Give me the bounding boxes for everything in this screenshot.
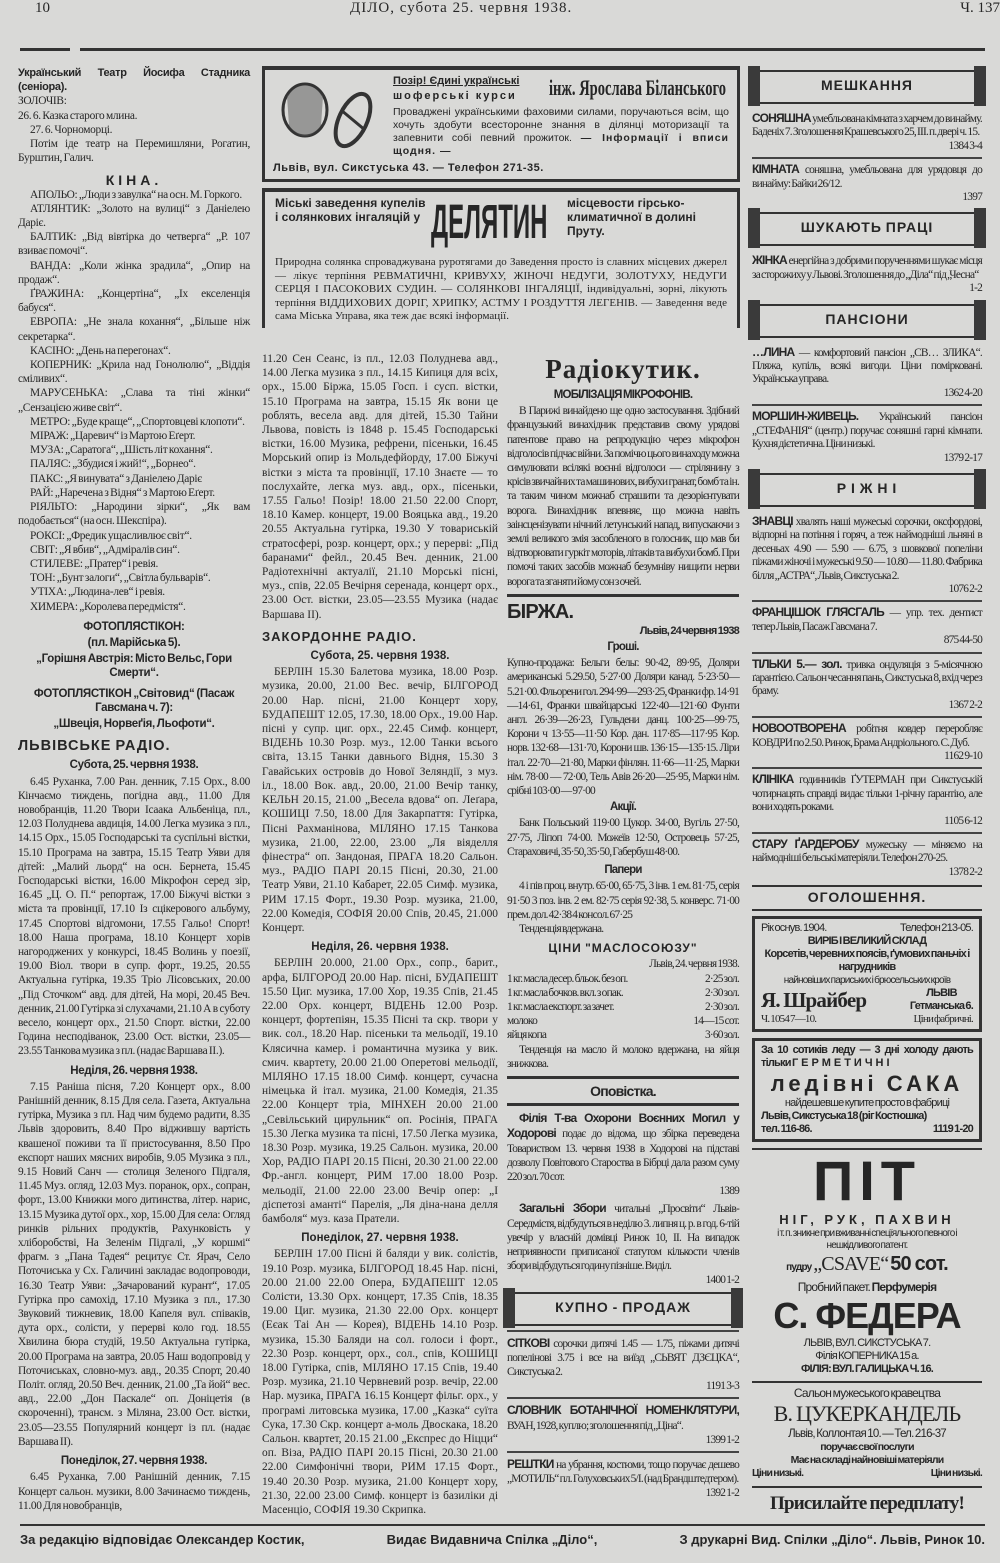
ad-number: 1362 4-20: [943, 386, 982, 399]
cinema-listing: АТЛЯНТИК: „Золото на вулиці“ з Даніелею Даріє.: [18, 202, 250, 230]
section-items: [752, 250, 982, 299]
classified-text: [507, 1111, 739, 1184]
classified-item: [752, 767, 982, 832]
classified-item: [752, 652, 982, 717]
classified-item: [752, 832, 982, 883]
classifieds: [752, 70, 982, 883]
classified-lead: СОНЯШНА: [752, 111, 811, 125]
masthead: ДІЛО, субота 25. червня 1938.: [350, 0, 573, 16]
lviv-radio-heading: ЛЬВІВСЬКЕ РАДІО.: [18, 738, 171, 755]
section-banner: МЕШКАННЯ: [752, 70, 982, 104]
cinema-listing: ПАЛЯС: „Збудися і жий!“, „Борнео“.: [30, 458, 196, 471]
classified-body: читальні „Просвіти“ Львів-Середмістя, відбудуться в неділю 3. липня ц. р. в год. 6-тій увечір у власній домівці Ринок 10, II. На випадок неприявности приписаної статутом кількости членів збори відбудуться годину пізніше. Виділ.: [507, 1203, 739, 1273]
section-banner: ШУКАЮТЬ ПРАЦІ: [752, 212, 982, 246]
ad-number: 1378 2-2: [948, 865, 982, 878]
price-row: [507, 972, 739, 986]
section-banner: ПАНСІОНИ: [752, 304, 982, 338]
cinema-listing: ҐРАЖИНА: „Концертіна“, „Іх екселенція бабуся“.: [18, 288, 250, 315]
classified-lead: РЕШТКИ: [507, 1457, 554, 1471]
classified-item: [752, 108, 982, 157]
advertisements-heading: ОГОЛОШЕННЯ.: [752, 885, 982, 910]
classified-lead: СЛОВНИК БОТАНІЧНОЇ НОМЕНКЛЯТУРИ,: [507, 1403, 739, 1418]
price-value: 2·25 зол.: [704, 972, 739, 985]
price-value: 3·60 зол.: [704, 1029, 739, 1042]
classified-body: сорочки дитячі 1.45 — 1.75, піжами дитячі попелінові 3.75 і все на виїзд „СЬВЯТ ДЗЄЦКА“, Сикстуська 2.: [507, 1337, 739, 1378]
ad-number: 1397: [962, 191, 982, 204]
section-items: [752, 511, 982, 883]
tailor-name: В. ЦУКЕРКАНДЕЛЬ: [773, 1400, 961, 1426]
ice-box-ad: За 10 сотиків леду — 3 дні холоду дають тільки ГЕРМЕТИЧНІ ледівні САКА найдешевше купите просто в фабриці Львів, Сикстуська 18 (ріг Костюшка) тел. 116-86. 1119 1-20: [752, 1038, 982, 1142]
section-items: [752, 342, 982, 469]
announcements: Оповістка. Філія Т-ва Охорони Воєнних Могил у Ходорові подає до відома, що збірка переведена Товариством 13. червня 1938 в Ходорові на підставі дозволу Повітового Староства в Бібрці дала разом суму 220 зол. 70 сот. 1389 Загальні Збори читальні „Просвіти“ Львів-Середмістя, відбудуться в неділю 3. липня ц. р. в год. 6-тій увечір у власній домівці Ринок 10, II. На випадок неприявности приписаної статутом кількости членів збори відбудуться годину пізніше. Виділ. 1400 1-2: [507, 1076, 739, 1288]
classified-item: [507, 1111, 739, 1198]
price-item: 1 кг. масла бочков. вкл. з опак.: [507, 986, 623, 999]
cinema-listing: МЕТРО: „Буде краще“, „Спортовцеві клопоти“.: [30, 415, 245, 428]
classified-text: [752, 838, 982, 866]
price-value: 2·30 зол.: [704, 1000, 739, 1013]
ad-number: 1367 2-2: [948, 698, 982, 711]
school-name: інж. Ярослава Біланського: [549, 75, 727, 100]
cinema-listing: КАСІНО: „День на перегонах“.: [30, 344, 171, 357]
price-item: 1 кг. масла десер. бльок. без оп.: [507, 972, 628, 985]
classified-lead: Філія Т-ва Охорони Воєнних Могил у Ходорові: [507, 1111, 739, 1141]
cinema-listing: БАЛТИК: „Від вівтірка до четверга“ „Р. 107 взиває помочі“.: [18, 231, 250, 258]
section-items: [752, 108, 982, 208]
shraiber-corset-ad: Рік оснув. 1904. Телефон 213-05. ВИРІБ І ВЕЛИКИЙ СКЛАД Корсетів, черевних поясів, ґумових паньчіх і нагрудників найновіших париських і брюсельських кроїв Я. Шрайбер ЛЬВІВ Гетманська 6. Ч. 1054 7—10. Ціни фабричні.: [752, 916, 982, 1032]
cinema-listing: РАЙ: „Наречена з Відня“ з Мартою Еґерт.: [30, 486, 215, 499]
page-number: 10: [35, 0, 50, 16]
stock-exchange: БІРЖА. Львів, 24 червня 1938 Гроші. Купно-продажа: Бельги бельг. 90·42, 89·95, Доляри американські 5.29.50, 5·27·00 Доляри канад. 5·23·50—5.21·00. Фльорени гол. 294·99—293·25, Франки фр. 14·91—14·61, Франки швайцарські 122·40—121·60 Фунти англ. 26·39—26·23, Гульдени данц. 100·25—99·75, Корони ч 13·55—11·50 Кор. дан. 117·85—117·95 Кор. норв. 132·68—131·70, Корони шв. 136·15—135·15. Ліри італ. 22·70—21·80, Марки фінлян. 11·66—11·25, Марки нім. 78·00 — 72·00, Тель Авів 26·20—25·95, Марки нім. срібні 103·00 — 97·00 Акції. Банк Польський 119·00 Цукор. 34·00, Вугіль 27·50, 27·75, Ліпоп 74·00. Можеїв 12·50, Островець 57·25, Стараховичі, 35·50, 35·50, Габербуш 48·00. Папери 4 і пів проц. внутр. 65·00, 65·75, 3 інв. 1 ем. 81·75, серія 91·50 3 поз. інв. 2 ем. 82·75 серія 92·38, 5. конверс. 71·00 прем. дол. 42·38 4 консол. 67·25 Тенденція вдержана.: [507, 594, 739, 936]
cinema-listing: ХИМЕРА: „Королева передмістя“.: [30, 600, 186, 613]
classified-text: [752, 515, 982, 583]
program-text: 7.15 Раніша пісня, 7.20 Концерт орх., 8.00 Ранішній денник, 8.15 Для села. Газета, Актуальна гутірка, Музика з пл. Над чим будемо радити, 8.35 Львів здоровить, 8.40 Про віджившу вартість квашеної поживи та її пристосування, 8.50 Про експорт наших мясних виробів, 9.05 Музика з пл., 9.15 Новий Санч — столиця Зеленого Підгаля, 11.45 Муз. огляд, 12.03 Муз. поранок, орх., сопран, форт., 13.00 Книжки мого дитинства, літер. нарис, 13.15 Музика дутої орх., хор, 15.00 Для села: Огляд ринків рільних продуктів, Рахунковість у хліборобстві, На Зеленім Підгалі, „У коршмі“ фрагм. з „Пана Тадея“ рецитує Ст. Ярач, Село Поточиська у Сх. Галичині закладає водопроводи, 16.30 Театр Уяви: „Зачарований курант“, 17.05 Гутірка про самохід, 17.10 Музика з пл., 17.30 Звуковий тижневик, 18.00 Капеля вул. співаків, дута орх., солісти, у перерві коло год. 18.55 Хвилина бюра студій, 19.50 Актуальна гутірка, 20.00 Програма на завтра, 20.05 Наш водопровід у Поточиськах, словно-муз. авд., 20.35 Спорт, 20.40 Політ. огляд, 20.50 Веч. денник, 21.00 „Та йой“ вес. авд., 22.00 „Дон Паскале“ оп. Доніцетія (в скороченні), трансм. з Міляна, 23.00 Ост. вістки, 23.05—23.55 Популярний концерт із пл. (надає Варшава II).: [18, 1080, 250, 1448]
ad-number: 875 44-50: [943, 634, 982, 647]
classified-text: [752, 722, 982, 750]
classified-body: Український пансіон „СТЕФАНІЯ“ (центр.) поручає соняшні гарні кімнати. Кухня дієтетична. Ціни низькі.: [752, 411, 982, 451]
cinemas-heading: КІНА.: [105, 172, 163, 189]
cinema-listing: РОКСІ: „Фредик ущасливлює світ“.: [30, 529, 192, 542]
ad-number: 1400 1-2: [705, 1274, 739, 1287]
classified-lead: ТІЛЬКИ 5.— зол.: [752, 656, 842, 671]
classified-text: [752, 606, 982, 634]
classified-body: енергійна з добрими порученнями шукає місця за сторожиху у Львові. Зголошення до „Діла“ під „Чесна“: [752, 255, 982, 281]
classified-text: [752, 773, 982, 814]
ad-number: 1162 9-10: [944, 750, 982, 762]
butter-union-prices: ЦІНИ "МАСЛОСОЮЗУ" Львів, 24. червня 1938. 1 кг. масла десер. бльок. без оп. 2·25 зол. 1 кг. масла бочков. вкл. з опак. 2·30 зол. 1 кг. масла експорт. за зачет. 2·30 зол. молоко 14—15 сот. яйця копа 3·60 зол. Тенденція на масло й молоко вдержана, на яйця знижкова.: [507, 941, 739, 1070]
price-row: [507, 1028, 739, 1042]
radio-corner-article: Радіокутик. МОБІЛІЗАЦІЯ МІКРОФОНІВ. В Парижі винайдено ще одно застосування. Здібний французький винахідник представив свому урядові патентове право на репродукцію через мікрофон відголосів підчас війни. За помічю цього винаходу можна симулювати всілякі воєнні відголоси — стрілянину з крісів звичайних та машинових, вибухи гранат, бомб та ін. та таким чином можнаб страшити та дезорієнтувати ворога. Винахідник впевняє, що можна навіть заінсценізувати нічний летунський напад, випускаючи з землі великого змія засобленого в голосник, що мав би відтворювати гуркіт моторів, літаків та вибухи бомб. При помочі таких засобів можнаб безумніву нищити нерви ворога та зганяти йому сон з очей.: [507, 354, 739, 588]
ad-number: 1076 2-2: [948, 582, 982, 595]
shraiber-name: Я. Шрайбер: [761, 987, 867, 1012]
cinema-list: [18, 188, 250, 614]
top-ads: [262, 66, 740, 328]
classified-text: [507, 1336, 739, 1380]
subscribe-call: Присилайте передплату!: [752, 1486, 982, 1516]
cinema-listing: УТІХА: „Людина-лев“ і ревія.: [30, 586, 165, 599]
classified-text: [507, 1457, 739, 1486]
cinema-listing: СТИЛЕВЕ: „Пратер“ і ревія.: [30, 557, 158, 570]
day-heading: Субота, 25. червня 1938.: [310, 650, 450, 663]
classified-lead: ЖІНКА: [752, 253, 787, 268]
ad-number: 1384 3-4: [948, 139, 982, 152]
classified-text: [752, 112, 982, 140]
classified-text: [752, 163, 982, 191]
cinema-listing: РІЯЛЬТО: „Народини зірки“, „Як вам подобається“ (на осн. Шекспіра).: [18, 501, 250, 528]
classified-item: [752, 716, 982, 767]
classified-body: хвалять наші мужеські сорочки, оксфордові, відпорні на потіння і горяч, а теж наймодніші льняні в десеньах 4.90 — 5.90 — 6.75, з шовкової попеліни піжами жіночі і мужеські 9.50 — 10.80 — 11.80. Фабрика білля „АСТРА“, Львів, Сикстуська 2.: [752, 515, 982, 582]
cinema-listing: ЕВРОПА: „Не знала кохання“, „Більше ніж секретарка“.: [18, 316, 250, 343]
classified-lead: КЛІНІКА: [752, 772, 794, 787]
column-1: [18, 66, 250, 1513]
program-text: БЕРЛІН 20.000, 21.00 Орх., сопр., барит., арфа, БІЛГОРОД 20.00 Нар. пісні, БУДАПЕШТ 15.50 Циг. музика, 17.00 Хор, 19.35 Спів, 21.45 22.00 Орх. концерт, ВІДЕНЬ 12.00 Розр. концерт, фортепіян, 15.35 Пісні та скр. твори у вик. сол., 18.20 Нар. пісеньки та мельодії, 19.10 Клясична камер. і романтична музика у вик. смич. квартету, 20.00 21.00 Оперетові мельодії, МІЛЯНО 17.15 18.00 Симф. концерт, сучасна німецька й італ. музика, 21.00 Комедія, 21.35 22.00 Концерт тріа, МІНХЕН 20.00 21.00 „Севільський цирульник“ оп. Росінія, ПРАГА 15.30 Легка музика та пісні, 17.50 Легка музика, 18.30 Розр. музика, 19.25 Сальон. музика, 20.00 Хор, РАДІО ПАРІ 20.15 Пісні, 20.30 21.00 22.00 Фр.-англ. концерт, РИМ 17.00 18.00 Розр. мельодії, 21.00 22.00 23.00 Вечір опер: „І діспетозі аманті“ Парелія, „Ля діна-нана делля бамболя“ муз. каза Пратели.: [262, 957, 498, 1225]
cinema-listing: АПОЛЬО: „Люди з завулка“ на осн. М. Горкого.: [30, 188, 242, 201]
price-item: молоко: [507, 1015, 537, 1028]
price-item: 1 кг. масла експорт. за зачет.: [507, 1000, 614, 1013]
ad-number: 1-2: [969, 282, 982, 295]
price-row: [507, 1014, 739, 1028]
program-text: 6.45 Руханка, 7.00 Ран. денник, 7.15 Орх., 8.00 Кінчаємо тиждень, погідна авд., 11.00 Для новобранців, 11.20 Твори Ісаака Альбеніца, пл., 12.03 Полуднева авдиція, 14.00 Легка музика з пл., 14.15 Орх., 15.05 Господарські та суспільні вістки, 15.10 Програма на завтра, 15.15 Театр Уяви для дітей: „Малий льорд“ на осн. Бернета, 15.45 Господарські вістки, 16.00 Мікрофон серед зір, 16.45 „Ц. О. П.“ репортаж, 17.00 Біжучі вістки з міста та провінції, 17.10 Із сцікерового альбуму, 17.45 Спортові відгомони, 17.55 Гальо! Спорт! 18.00 Наша програма, 18.10 Концерт хорів нагороджених у конкурсі, 18.45 Волинь у поезії, 19.00 Віол. твори в супр. форт., 19.25, 20.55 Актуальна гутірка, 19.35 Тріо Лісовських, 20.00 „Під Сточком“ авд. для дітей, На морі, 20.45 Веч. денник, 21.00 Гутірка зі слухачами, 21.10 А в суботу весело, концерт орх., 21.50 Спорт. вістки, 22.00 Година несподіванок, 23.00 Ост. вістки, 23.05—23.55 Танкова музика з пл. (надає Варшава II.).: [18, 775, 250, 1058]
driver-steering-wheel-icon: [273, 76, 383, 156]
classified-lead: МОРШИН-ЖИВЕЦЬ.: [752, 409, 859, 424]
price-row: [507, 986, 739, 1000]
ad-number: 1105 6-12: [944, 814, 982, 827]
lviv-radio-program: [18, 758, 250, 1513]
classified-body: мужеську — міняємо на наймодніші бельські матеріяли. Телефон 270-25.: [752, 839, 982, 865]
classified-body: соняшна, умебльована для урядовця до винайму: Байки 26/12.: [752, 164, 982, 190]
classified-body: подає до відома, що збірка переведена Товариством 13. червня 1938 в Ходорові на підставі дозволу Повітового Староства в Бібрці дала разом суму 220 зол. 70 сот.: [507, 1128, 739, 1183]
column-4: [752, 66, 982, 1516]
cinema-listing: ТОН: „Бунт залоги“, „Світла бульварів“.: [30, 572, 211, 585]
classified-lead: ЗНАВЦІ: [752, 513, 793, 528]
column-3: [507, 352, 739, 1505]
classified-text: [507, 1201, 739, 1273]
classified-lead: НОВООТВОРЕНА: [752, 721, 846, 736]
classified-item: [752, 157, 982, 208]
classified-body: — упр. тех. дентист тепер Львів, Пасаж Гавсмана 7.: [752, 607, 982, 633]
ad-number: 1389: [719, 1185, 739, 1198]
classified-text: [507, 1403, 739, 1432]
classified-item: [752, 342, 982, 405]
theatre-notice: Український Театр Йосифа Стадника (сеніора). ЗОЛОЧІВ: 26. 6. Казка старого млина. 27. 6. Чорноморці. Потім іде театр на Перемишляни, Рогатин, Бурштин, Галич.: [18, 67, 250, 165]
classified-lead: СІТКОВІ: [507, 1335, 550, 1350]
buy-sell-banner: КУПНО - ПРОДАЖ: [507, 1292, 739, 1326]
divider: [20, 1524, 985, 1526]
driving-courses-ad: Позір! Єдині українські шоферські курси інж. Ярослава Біланського Проваджені українськими фаховими силами, поручаються всім, що хочуть здобути всесторонне знання в ділянці моторизації та запевнити собі певний прожиток. — Інформації і вписи щодня. — Львів, вул. Сикстуська 43. — Телефон 271-35.: [262, 66, 740, 182]
program-text: БЕРЛІН 15.30 Балетова музика, 18.00 Розр. музика, 20.00, 21.00 Вес. вечір, БІЛГОРОД 20.00 Нар. пісні, 21.00 Концерт хору, БУДАПЕШТ 12.05, 17.30, 18.00 Орх., 19.00 Нар. пісні у супр. циг. орх., 22.45 Симф. концерт, ВІДЕНЬ 10.30 Розр. муз., 12.00 Танки всього світа, 13.15 Танки давнього Відня, 15.30 З Гавайських островів до Нової Зеляндії, з муз. іл., 18.00 Вок. авд., 20.00, 21.00 Вечір танку, КЕЛЬН 20.15, 21.00 „Весела вдова“ оп. Леґара, КОШИЦІ 7.50, 18.00 Для Закарпаття: Гутірка, Пісні Рахманінова, МІЛЯНО 17.15 Танкова музика, 21.00, 22.00, 23.00 „Ля віяделля фінестра“ оп. Зандоная, ПРАГА 18.20 Сальон. муз., РАДІО ПАРІ 20.15 Пісні, 20.30, 21.00 Театр Уяви, 21.10 Кабарет, 22.05 Симф. музика, РИМ 17.15 Форт., 19.30 Розр. музика, 21.00, 22.00 Комедія, СОФІЯ 20.00 Спів, 20.45, 21.000 Концерт.: [262, 666, 498, 934]
ad-number: 1392 1-2: [705, 1487, 739, 1500]
program-text: БЕРЛІН 17.00 Пісні й баляди у вик. солістів, 19.10 Розр. музика, БІЛГОРОД 18.45 Нар. пісні, 20.00 21.00 22.00 Опера, БУДАПЕШТ 12.05 Солісти, 13.30 Орх. концерт, 17.35 Спів, 18.35 19.00 Циг. музика, 21.30 22.00 Орх. концерт (Еєак Таі Ан — Корея), ВІДЕНЬ 14.10 Розр. музика, 15.30 Баляди на сол. голоси і форт., 22.30 Розр. концерт, орх., сол., спів, КОШИЦІ 18.00 Гутірка, спів, МІЛЯНО 17.15 Спів, 19.40 Розр. музика, 21.10 Червневий розр. вечір, 22.00 Нар. музика, ПРАГА 16.15 Концерт фільг. орх., у програмі литовська музика, 17.00 „Казка“ суїта Сука, 17.30 Скр. концерт а-моль Двоскака, 18.20 Сальон. квартет, 20.15 21.00 „Експрес до Ніцци“ оп. Віза, РАДІО ПАРІ 20.15 Пісні, 20.30 21.00 22.00 Симфонічні твори, РИМ 17.15 Форт., 19.40 20.30 Розр. музика, 21.00 Концерт хору, 21.30, 22.00 23.00 Симф. концерт із базиліки ді Масенціо, СОФІЯ 19.30 Скрипка.: [262, 1248, 498, 1517]
day-heading: Понеділок, 27. червня 1938.: [60, 1455, 208, 1468]
classified-item: [507, 1397, 739, 1451]
price-value: 14—15 сот.: [693, 1015, 739, 1028]
section-banner: Р І Ж Н І: [752, 473, 982, 507]
classified-body: на убрання, костюми, тощо поручає дешево „МОТИЛЬ“ пл. Голуховських 5/I. (над Брандштедтером).: [507, 1459, 739, 1486]
cinema-listing: СВІТ: „Я вбив“, „Адміралів син“.: [30, 543, 180, 556]
classified-item: [752, 600, 982, 651]
delyatyn-title: ДЕЛЯТИН: [431, 196, 548, 249]
page-header: [0, 0, 1000, 24]
classified-body: робітня ковдер переробляє КОВДРИ по 2.50. Ринок, Брама Андріольного. С. Дуб.: [752, 723, 982, 749]
foreign-radio-program: [262, 649, 498, 1517]
price-value: 2·30 зол.: [704, 986, 739, 999]
federa-name: С. ФЕДЕРА: [773, 1294, 961, 1336]
price-item: яйця копа: [507, 1029, 547, 1042]
issue-number: Ч. 137: [960, 0, 1000, 16]
classified-body: — комфортовий пансіон „СВ… ЗЛИКА“. Пляжа, купіль, всякі вигоди. Ціни поміркованi. Українська управа.: [752, 346, 982, 386]
column-2: 11.20 Сен Сеанс, із пл., 12.03 Полуднева авд., 14.00 Легка музика з пл., 14.15 Кипиця для всіх, орх., 15.00 Біржа, 15.05 Госп. і сусп. вістки, 15.10 Програма на завтра, 15.15 Як вони це роблять, весела авд. для дітей, 15.30 Тайни Львова, повість із 1848 р. 15.45 Господарські вістки, 16.00 Музика, рефрени, пісеньки, 16.45 Морський опир із Мольдефйорду, 17.00 Біжучі вістки з міста та провінції, 17.10 Знаєте — то послухайте, легка муз. авд., орх., пісеньки, 17.55 Гальо! Позір! 18.00 21.50 22.00 Спорт, 18.10 Камер. концерт, 19.00 Вояцька авд., 19.20 20.55 Актуальна гутірка, 19.30 У товариській стратосфері, розр. концерт, орх.; у перерві: „Під баранами“ фейл., 20.45 Веч. денник, 21.00 Радіотехнічні актуалії, 21.10 Морські пісні, муз., спів, 22.05 Вечірня серенада, концерт орх., 23.00 Ост. вістки, 23.05—23.55 Музика (надає Варшава II). ЗАКОРДОННЕ РАДІО. Субота, 25. червня 1938. БЕРЛІН 15.30 Балетова музика, 18.00 Розр. музика, 20.00, 21.00 Вес. вечір, БІЛГОРОД 20.00 Нар. пісні, 21.00 Концерт хору, БУДАПЕШТ 12.05, 17.30, 18.00 Орх., 19.00 Нар. пісні у супр. циг. орх., 22.45 Симф. концерт, ВІДЕНЬ 10.30 Розр. муз., 12.00 Танки всього світа, 13.15 Танки давнього Відня, 15.30 З Гавайських островів до Нової Зеляндії, з муз. іл., 18.00 Вок. авд., 20.00, 21.00 Вечір танку, КЕЛЬН 20.15, 21.00 „Весела вдова“ оп. Леґара, КОШИЦІ 7.50, 18.00 Для Закарпаття: Гутірка, Пісні Рахманінова, МІЛЯНО 17.15 Танкова музика, 21.00, 22.00, 23.00 „Ля віяделля фінестра“ оп. Зандоная, ПРАГА 18.20 Сальон. муз., РАДІО ПАРІ 20.15 Пісні, 20.30, 21.00 Театр Уяви, 21.10 Кабарет, 22.05 Симф. музика, РИМ 17.15 Форт., 19.30 Розр. музика, 21.00, 22.00 Комедія, СОФІЯ 20.00 Спів, 20.45, 21.000 Концерт. Неділя, 26. червня 1938. БЕРЛІН 20.000, 21.00 Орх., сопр., барит., арфа, БІЛГОРОД 20.00 Нар. пісні, БУДАПЕШТ 15.50 Циг. музика, 17.00 Хор, 19.35 Спів, 21.45 22.00 Орх. концерт, ВІДЕНЬ 12.00 Розр. концерт, фортепіян, 15.35 Пісні та скр. твори у вик. сол., 18.20 Нар. пісеньки та мельодії, 19.10 Клясична камер. і романтична музика у вик. смич. квартету, 20.00 21.00 Оперетові мельодії, МІЛЯНО 17.15 18.00 Симф. концерт, сучасна німецька й італ. музика, 21.00 Комедія, 21.35 22.00 Концерт тріа, МІНХЕН 20.00 21.00 „Севільський цирульник“ оп. Росінія, ПРАГА 15.30 Легка музика та пісні, 17.50 Легка музика, 18.30 Розр. музика, 19.25 Сальон. музика, 20.00 Хор, РАДІО ПАРІ 20.15 Пісні, 20.30 21.00 22.00 Фр.-англ. концерт, РИМ 17.00 18.00 Розр. мельодії, 21.00 22.00 23.00 Вечір опер: „І діспетозі аманті“ Парелія, „Ля діна-нана делля бамболя“ муз. каза Пратели. Понеділок, 27. червня 1938. БЕРЛІН 17.00 Пісні й баляди у вик. солістів, 19.10 Розр. музика, БІЛГОРОД 18.45 Нар. пісні, 20.00 21.00 22.00 Опера, БУДАПЕШТ 12.05 Солісти, 13.30 Орх. концерт, 17.35 Спів, 18.35 19.00 Циг. музика, 21.30 22.00 Орх. концерт (Еєак Таі Ан — Корея), ВІДЕНЬ 14.10 Розр. музика, 15.30 Баляди на сол. голоси і форт., 22.30 Розр. концерт, орх., сол., спів, КОШИЦІ 18.00 Гутірка, спів, МІЛЯНО 17.15 Спів, 19.40 Розр. музика, 21.10 Червневий розр. вечір, 22.00 Нар. музика, ПРАГА 16.15 Концерт фільг. орх., у програмі литовська музика, 17.00 „Казка“ суїта Сука, 17.30 Скр. концерт а-моль Двоскака, 18.20 Сальон. квартет, 20.15 21.00 „Експрес до Ніцци“ оп. Віза, РАДІО ПАРІ 20.15 Пісні, 20.30 21.00 22.00 Симфонічні твори, РИМ 17.15 Форт., 19.40 20.30 Розр. музика, 21.00 Концерт хору, 21.30, 22.00 23.00 Симф. концерт із базиліки ді Масенціо, СОФІЯ 19.30 Скрипка.: [262, 353, 498, 1517]
page-footer: За редакцію відповідає Олександер Костик, Видає Видавнича Спілка „Діло“, З друкарні Вид. Спілки „Діло“. Львів, Ринок 10.: [20, 1532, 985, 1547]
classified-text: [752, 346, 982, 387]
classified-item: [752, 511, 982, 600]
ad-number: 1191 3-3: [706, 1380, 739, 1393]
classified-lead: КІМНАТА: [752, 162, 800, 177]
classified-text: [752, 658, 982, 699]
cinema-listing: МУЗА: „Саратога“, „Шість літ кохання“.: [30, 444, 213, 457]
classified-lead: …ЛИНА: [752, 344, 795, 359]
classified-lead: СТАРУ ҐАРДЕРОБУ: [752, 837, 859, 852]
classified-item: [507, 1330, 739, 1398]
foreign-radio-heading: ЗАКОРДОННЕ РАДІО.: [262, 628, 417, 644]
day-heading: Неділя, 26. червня 1938.: [70, 1064, 198, 1077]
fotoplastikon-1: ФОТОПЛЯСТІКОН: (пл. Марійська 5). „Горішня Австрія: Місто Вельс, Гори Смерти“.: [36, 620, 232, 680]
classified-text: [752, 254, 982, 282]
classified-item: [752, 404, 982, 469]
classified-body: годинників ҐУТЕРМАН при Сикстуській чотирнацять справді видає тільки 1-річну ґарантію, але вони ходять роками.: [752, 774, 982, 814]
fotoplastikon-2: ФОТОПЛЯСТІКОН „Світовид“ (Пасаж Гавсмана ч. 7): „Швеція, Норвеґія, Льофоти“.: [33, 687, 235, 730]
classified-lead: Загальні Збори: [519, 1201, 606, 1216]
day-heading: Субота, 25. червня 1938.: [69, 759, 199, 772]
cinema-listing: ПАКС: „Я винувата“ з Даніелею Даріє: [30, 472, 202, 485]
delyatyn-spa-ad: Міські заведення купелів і солянкових інгаляцій у ДЕЛЯТИН місцевости гірсько-климатичної в долині Пруту. Природна солянка спроваджувана руротягами до Заведення просто із славних місцевих джерел — лікує терпіння РЕВМАТИЧНІ, КРИВУХУ, ЖІНОЧІ НЕДУГИ, ЗОЛОТУХУ, НЕДУГИ СЕРЦЯ І ПАСОКОВИХ СУДИН. — СОЛЯНКОВІ ІНГАЛЯЦІЇ, індивідуальні, зорні, лікують терпіння ВІДДИХОВИХ ДОРІГ, ХРИПКУ, АСТМУ І РОЗДУТТЯ ЛЕГЕНІВ. — Заведення веде сама Міська Управа, яка теж дає всякі інформації.: [262, 188, 740, 328]
classified-lead: ФРАНЦІШОК ГЛЯСГАЛЬ: [752, 605, 884, 620]
cinema-listing: ВАНДА: „Коли жінка зрадила“, „Опир на продаж“.: [18, 259, 250, 286]
classified-body: умебльована кімната з харчем до винайму. Баденіх 7. Зголошення Крашевського 25, III. п. двері ч. 15.: [752, 113, 982, 139]
cinema-listing: КОПЕРНИК: „Крила над Гонолюлю“, „Віддія сміливих“.: [18, 359, 250, 386]
cinema-listing: МІРАЖ: „Царевич“ із Мартою Еґерт.: [30, 430, 196, 443]
classified-body: ВУАН, 1928, куплю; зголошення під „Ціна“.: [507, 1419, 684, 1432]
classified-body: тривка ондуляція з 5-місячною ґарантією. Сальон чесання пань, Сикстуська 8, вхід через браму.: [752, 658, 982, 698]
tailor-ad: Сальон мужеського кравецтва В. ЦУКЕРКАНДЕЛЬ Львів, Коллонтая 10. — Тел. 216-37 поручає свої послуги Має на складі найновіші матеріяли Ціни низькі. Ціни низькі.: [752, 1381, 982, 1480]
ad-number: 1379 2-17: [943, 451, 982, 464]
cinema-listing: МАРУСЕНЬКА: „Слава та тіні жінки“ „Сензацією живе світ“.: [18, 387, 250, 414]
price-row: [507, 1000, 739, 1014]
ad-number: 1399 1-2: [705, 1433, 739, 1446]
divider: [20, 48, 70, 51]
federa-perfumery-ad: ПІТ НІГ, РУК, ПАХВИН і т. п. зникне при вживанні спецїяльного певного і нешкідливого патент. пудру „CSAVE“ 50 сот. Пробний пакет. Перфумерія С. ФЕДЕРА ЛЬВІВ, ВУЛ. СИКСТУСЬКА 7. Філія КОПЕРНИКА 15 а. ФІЛІЯ: ВУЛ. ГАЛИЦЬКА Ч. 16.: [752, 1148, 982, 1376]
classified-item: [507, 1451, 739, 1505]
classified-item: [752, 250, 982, 299]
classified-text: [752, 410, 982, 451]
day-heading: Неділя, 26. червня 1938.: [311, 941, 449, 954]
divider: [80, 48, 985, 51]
school-address: Львів, вул. Сикстуська 43. — Телефон 271-35.: [273, 162, 544, 174]
classified-item: [507, 1201, 739, 1287]
day-heading: Понеділок, 27. червня 1938.: [301, 1232, 459, 1245]
program-text: 6.45 Руханка, 7.00 Ранішній денник, 7.15 Концерт сальон. музики, 8.00 Зачинаємо тиждень, 11.00 Для новобранців,: [18, 1471, 250, 1512]
